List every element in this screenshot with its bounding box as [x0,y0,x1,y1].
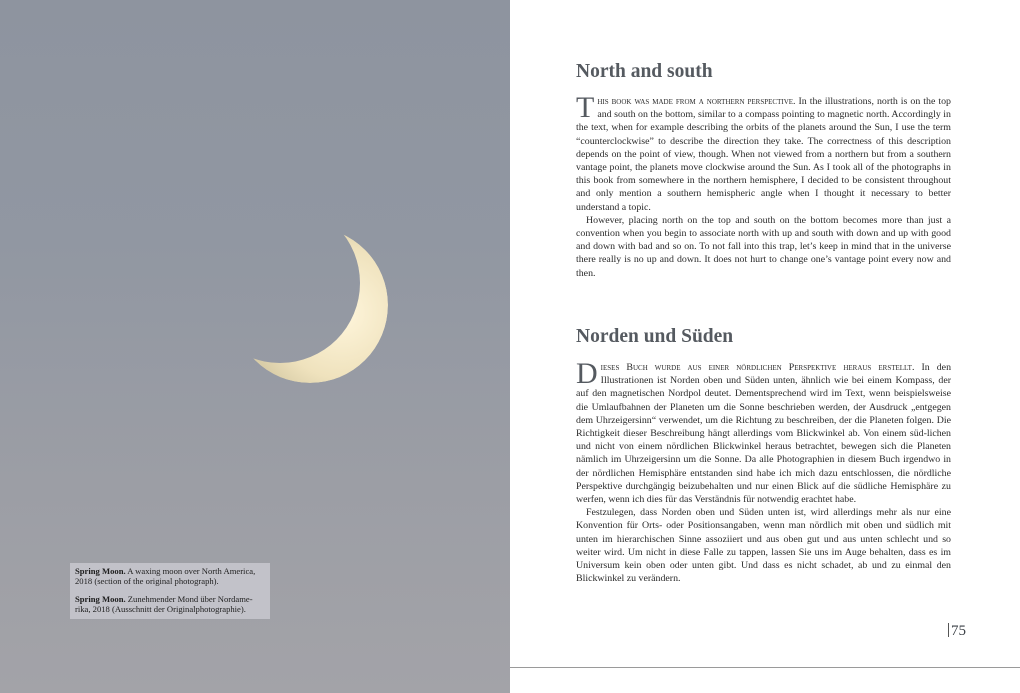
english-paragraph-1: This book was made from a northern perspective. In the illustrations, north is on the top and south on the bottom, similar to a compass pointing to magnetic north. Accordingly in the text, when for example describing the orbits of the planets around the Sun, I use the term “counterclockwise” to describe the direction they take. The correctness of this description depends on the point of view, though. When not viewed from a northern but from a southern vantage point, the planets move clockwise around the Sun. As I took all of the photographs in this book from somewhere in the northern hemisphere, I decided to be consistent throughout and only mention a southern hemispheric angle when I thought it necessary to better understand a topic. [576,91,951,213]
german-paragraph-1: Dieses Buch wurde aus einer nördlichen Perspektive heraus erstellt. In den Illustrationen ist Norden oben und Süden unten, ähnlich wie bei einem Kompass, der auf den magnetischen Nordpol deutet. Dementsprechend wird im Text, wenn beispielsweise die Umlaufbahnen der Planeten um die Sonne beschrieben werden, der Ausdruck „entgegen dem Uhrzeigersinn“ verwendet, um die Richtung zu beschreiben, der die Planeten folgen. Die Richtigkeit dieser Beschreibung hängt allerdings vom Blickwinkel ab. Von einem süd-lichen und nicht von einem nördlichen Blickwinkel heraus betrachtet, bewegen sich die Planeten nämlich im Uhrzeigersinn um die Sonne. Da alle Photographien in diesem Buch irgendwo in der nördlichen Hemisphäre entstanden sind habe ich mich dazu entschlossen, die nördliche Perspektive durchgängig beizubehalten und nur einen Blick auf die südliche Hemisphäre zu werfen, wenn ich dies für das Verständnis für notwendig erachtet habe. [576,357,952,506]
moon-icon [230,225,390,385]
page-number-rule [948,623,949,637]
photo-caption [70,563,270,619]
dropcap-d: D [576,357,598,390]
heading-german: Norden und Süden [576,326,734,347]
dropcap-t: T [576,91,595,124]
german-body [576,357,952,585]
caption-german: Spring Moon. Zunehmender Mond über Nordame-rika, 2018 (Ausschnitt der Originalphotographie). [75,593,253,615]
caption-english: Spring Moon. A waxing moon over North America, 2018 (section of the original photograph). [75,566,256,587]
german-paragraph-2: Festzulegen, dass Norden oben und Süden unten ist, wird allerdings mehr als nur eine Konvention für Orts- oder Positionsangaben, wenn man nördlich mit oben und südlich mit unten im hierarchischen Sinne assoziiert und aus oben gut und aus unten schlecht und so weiter wird. Um nicht in diese Falle zu tappen, lassen Sie uns im Auge behalten, dass es im Universum kein oben oder unten gibt. Und dass es nicht schadet, ab und zu einmal den Blickwinkel zu verändern. [576,507,951,585]
bottom-rule [510,667,1020,668]
english-paragraph-2: However, placing north on the top and south on the bottom becomes more than just a convention when you begin to associate north with up and south with down and up with good and down with bad and so on. To not fall into this trap, let’s keep in mind that in the universe there really is no up and down. It does not hurt to change one’s vantage point every now and then. [576,214,951,279]
heading-english: North and south [576,61,713,82]
page-number: 75 [948,623,966,640]
english-body [576,91,951,280]
